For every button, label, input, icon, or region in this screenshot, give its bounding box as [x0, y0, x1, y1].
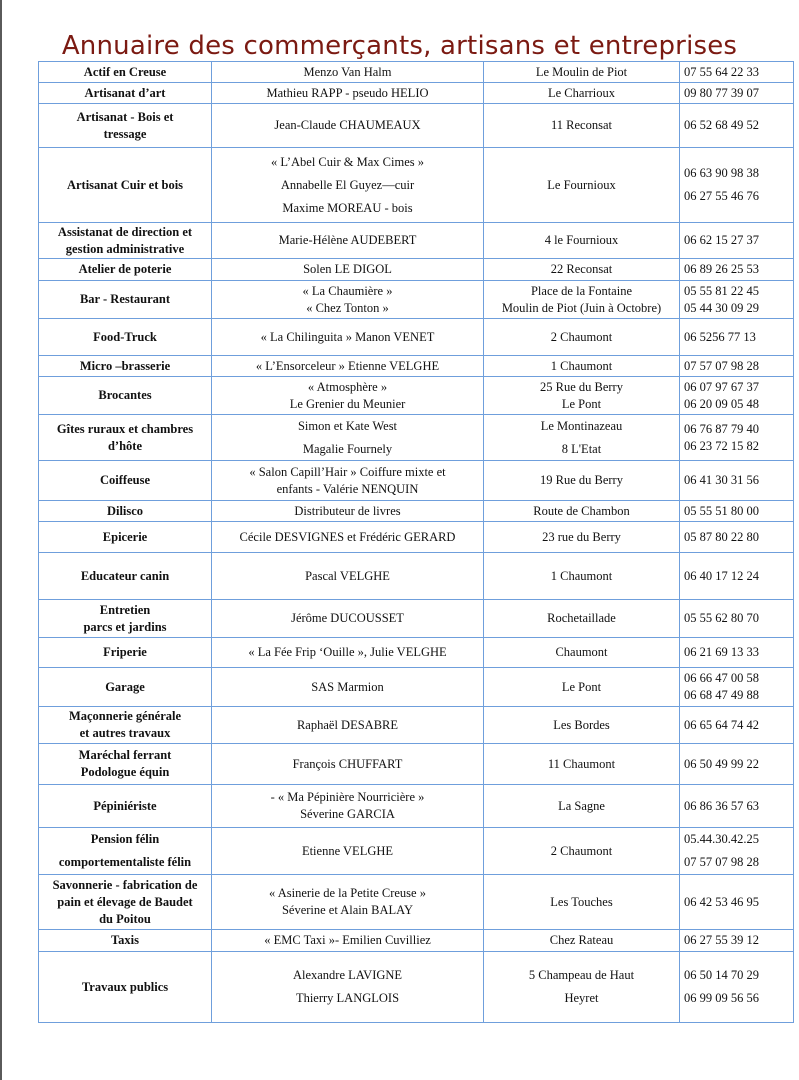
name-text: « L’Ensorceleur » Etienne VELGHE	[255, 358, 440, 373]
place-text: Le Pont	[561, 679, 602, 694]
phone-text: 09 80 77 39 07	[684, 85, 759, 100]
table-row	[39, 223, 794, 259]
category-text: Podologue équin	[80, 765, 170, 779]
table-row	[39, 148, 794, 223]
place-cell	[484, 828, 680, 875]
phone-cell	[680, 319, 794, 356]
place-text: Le Charrioux	[548, 85, 615, 100]
category-text: et autres travaux	[79, 726, 171, 740]
category-cell	[39, 930, 212, 952]
name-text: Séverine GARCIA	[300, 807, 395, 821]
name-text: Distributeur de livres	[294, 503, 401, 518]
category-cell	[39, 83, 212, 104]
category-text: Artisanat d’art	[84, 85, 166, 100]
place-cell	[484, 259, 680, 281]
name-text: « Atmosphère »	[307, 379, 388, 394]
place-cell	[484, 104, 680, 148]
place-cell	[484, 148, 680, 223]
phone-text: 06 21 69 13 33	[684, 645, 759, 659]
category-text: Garage	[105, 679, 145, 694]
name-cell	[212, 377, 484, 415]
phone-text: 06 27 55 46 76	[684, 189, 759, 203]
category-text: Artisanat Cuir et bois	[66, 177, 184, 192]
phone-text: 06 41 30 31 56	[684, 473, 759, 487]
phone-text: 07 57 07 98 28	[684, 358, 759, 373]
phone-cell	[680, 415, 794, 461]
place-cell	[484, 638, 680, 668]
name-cell	[212, 356, 484, 377]
name-text: Marie-Hélène AUDEBERT	[278, 233, 417, 247]
category-cell	[39, 415, 212, 461]
place-text: 11 Reconsat	[551, 118, 612, 132]
phone-text: 07 55 64 22 33	[684, 64, 759, 79]
phone-text: 06 76 87 79 40	[684, 421, 759, 436]
phone-cell	[680, 930, 794, 952]
name-text: « Salon Capill’Hair » Coiffure mixte et	[249, 464, 446, 479]
category-text: Food-Truck	[93, 329, 157, 344]
place-cell	[484, 83, 680, 104]
category-text: Taxis	[110, 933, 140, 947]
phone-cell	[680, 148, 794, 223]
place-text: Moulin de Piot (Juin à Octobre)	[501, 300, 662, 315]
page-left-edge	[0, 0, 2, 1080]
place-text: Le Montinazeau	[540, 418, 623, 433]
name-cell	[212, 600, 484, 638]
phone-cell	[680, 501, 794, 522]
table-row	[39, 377, 794, 415]
phone-cell	[680, 952, 794, 1023]
category-cell	[39, 553, 212, 600]
name-cell	[212, 875, 484, 930]
table-row	[39, 638, 794, 668]
place-cell	[484, 501, 680, 522]
place-text: 11 Chaumont	[547, 756, 616, 771]
table-row	[39, 875, 794, 930]
name-cell	[212, 259, 484, 281]
category-text: Maréchal ferrant	[78, 748, 172, 762]
name-cell	[212, 148, 484, 223]
phone-cell	[680, 668, 794, 707]
category-cell	[39, 875, 212, 930]
name-text: « La Chaumière »	[302, 283, 393, 298]
category-text: pain et élevage de Baudet	[57, 894, 193, 909]
directory-table-body	[39, 62, 794, 1023]
phone-text: 05 87 80 22 80	[684, 529, 759, 544]
name-cell	[212, 522, 484, 553]
category-text: Friperie	[103, 645, 147, 659]
name-cell	[212, 744, 484, 785]
place-text: 2 Chaumont	[550, 329, 613, 344]
category-text: Atelier de poterie	[78, 262, 172, 276]
place-cell	[484, 281, 680, 319]
category-text: tressage	[103, 126, 147, 141]
name-cell	[212, 415, 484, 461]
name-cell	[212, 828, 484, 875]
name-text: « EMC Taxi »- Emilien Cuvilliez	[264, 933, 431, 947]
category-text: gestion administrative	[65, 241, 185, 256]
phone-text: 06 68 47 49 88	[684, 688, 759, 702]
place-text: 5 Champeau de Haut	[528, 968, 635, 982]
category-text: Epicerie	[102, 529, 148, 544]
category-cell	[39, 600, 212, 638]
category-text: Micro –brasserie	[79, 358, 171, 373]
phone-cell	[680, 785, 794, 828]
name-cell	[212, 638, 484, 668]
place-text: 1 Chaumont	[550, 358, 613, 373]
category-text: comportementaliste félin	[58, 855, 192, 869]
phone-cell	[680, 600, 794, 638]
category-text: Assistanat de direction et	[57, 224, 193, 239]
table-row	[39, 668, 794, 707]
name-text: « La Chilinguita » Manon VENET	[260, 329, 435, 344]
category-cell	[39, 62, 212, 83]
phone-text: 06 66 47 00 58	[684, 671, 759, 685]
category-cell	[39, 223, 212, 259]
name-text: François CHUFFART	[292, 756, 403, 771]
place-text: La Sagne	[558, 798, 605, 813]
table-row	[39, 785, 794, 828]
name-cell	[212, 62, 484, 83]
place-cell	[484, 707, 680, 744]
category-cell	[39, 281, 212, 319]
place-text: Le Fournioux	[547, 177, 616, 192]
category-cell	[39, 638, 212, 668]
place-text: Heyret	[564, 991, 599, 1005]
phone-cell	[680, 828, 794, 875]
name-cell	[212, 952, 484, 1023]
name-cell	[212, 501, 484, 522]
name-text: Cécile DESVIGNES et Frédéric GERARD	[239, 529, 456, 544]
category-text: Dilisco	[106, 503, 144, 518]
name-text: Etienne VELGHE	[301, 843, 394, 858]
name-text: Thierry LANGLOIS	[295, 991, 400, 1005]
name-text: Le Grenier du Meunier	[289, 396, 406, 411]
place-cell	[484, 62, 680, 83]
phone-text: 06 23 72 15 82	[684, 438, 759, 453]
phone-cell	[680, 744, 794, 785]
place-cell	[484, 415, 680, 461]
phone-cell	[680, 356, 794, 377]
phone-text: 06 27 55 39 12	[684, 933, 759, 947]
category-text: Savonnerie - fabrication de	[52, 877, 198, 892]
name-text: Mathieu RAPP - pseudo HELIO	[266, 85, 429, 100]
phone-text: 06 99 09 56 56	[684, 991, 759, 1005]
category-cell	[39, 319, 212, 356]
place-text: 22 Reconsat	[550, 262, 613, 276]
category-cell	[39, 104, 212, 148]
phone-text: 06 07 97 67 37	[684, 379, 759, 394]
name-text: Séverine et Alain BALAY	[281, 903, 414, 917]
category-text: Travaux publics	[81, 979, 169, 994]
place-text: Les Bordes	[553, 717, 610, 732]
phone-text: 06 86 36 57 63	[684, 798, 759, 813]
phone-cell	[680, 707, 794, 744]
table-row	[39, 600, 794, 638]
category-text: Gîtes ruraux et chambres	[56, 421, 194, 436]
phone-text: 05 55 62 80 70	[684, 611, 759, 625]
table-row	[39, 104, 794, 148]
category-cell	[39, 744, 212, 785]
category-text: Brocantes	[98, 388, 152, 402]
phone-cell	[680, 104, 794, 148]
name-text: « Chez Tonton »	[306, 300, 389, 315]
category-cell	[39, 785, 212, 828]
phone-text: 06 65 64 74 42	[684, 717, 759, 732]
phone-text: 07 57 07 98 28	[684, 855, 759, 869]
name-text: Magalie Fournely	[302, 441, 393, 456]
category-cell	[39, 952, 212, 1023]
table-row	[39, 461, 794, 501]
name-text: Jérôme DUCOUSSET	[291, 611, 404, 625]
category-cell	[39, 522, 212, 553]
category-text: Artisanat - Bois et	[76, 109, 174, 124]
category-cell	[39, 707, 212, 744]
phone-text: 06 52 68 49 52	[684, 118, 759, 132]
table-row	[39, 930, 794, 952]
name-cell	[212, 668, 484, 707]
category-text: d’hôte	[107, 438, 143, 453]
phone-cell	[680, 223, 794, 259]
place-text: Rochetaillade	[547, 611, 616, 625]
place-cell	[484, 461, 680, 501]
place-text: Le Moulin de Piot	[535, 64, 628, 79]
table-row	[39, 744, 794, 785]
page-title: Annuaire des commerçants, artisans et entreprises	[61, 31, 738, 62]
phone-cell	[680, 638, 794, 668]
category-cell	[39, 356, 212, 377]
place-text: Chaumont	[555, 645, 608, 659]
table-row	[39, 522, 794, 553]
phone-cell	[680, 461, 794, 501]
place-cell	[484, 377, 680, 415]
place-cell	[484, 930, 680, 952]
place-cell	[484, 785, 680, 828]
category-text: parcs et jardins	[83, 619, 167, 634]
phone-text: 06 20 09 05 48	[684, 396, 759, 411]
name-cell	[212, 461, 484, 501]
place-cell	[484, 553, 680, 600]
phone-text: 06 62 15 27 37	[684, 233, 759, 247]
name-text: Raphaël DESABRE	[296, 717, 399, 732]
table-row	[39, 259, 794, 281]
place-cell	[484, 875, 680, 930]
category-cell	[39, 501, 212, 522]
name-text: SAS Marmion	[311, 679, 384, 694]
name-text: Jean-Claude CHAUMEAUX	[274, 118, 421, 132]
phone-text: 06 5256 77 13	[684, 329, 756, 344]
phone-cell	[680, 83, 794, 104]
category-text: du Poitou	[99, 911, 151, 926]
phone-cell	[680, 875, 794, 930]
name-cell	[212, 83, 484, 104]
place-text: 8 L'Etat	[561, 441, 602, 456]
name-cell	[212, 104, 484, 148]
place-cell	[484, 356, 680, 377]
name-cell	[212, 553, 484, 600]
place-text: Chez Rateau	[549, 933, 614, 947]
name-cell	[212, 319, 484, 356]
category-text: Pépiniériste	[93, 798, 157, 813]
category-cell	[39, 461, 212, 501]
name-cell	[212, 707, 484, 744]
place-cell	[484, 668, 680, 707]
name-text: « Asinerie de la Petite Creuse »	[269, 886, 426, 900]
category-text: Educateur canin	[80, 568, 170, 583]
place-text: 25 Rue du Berry	[540, 379, 623, 394]
place-text: Le Pont	[561, 396, 602, 411]
phone-text: 06 63 90 98 38	[684, 166, 759, 180]
place-text: Les Touches	[550, 894, 613, 909]
table-row	[39, 415, 794, 461]
name-text: Alexandre LAVIGNE	[292, 968, 403, 982]
phone-cell	[680, 522, 794, 553]
place-text: 2 Chaumont	[550, 843, 613, 858]
category-text: Bar - Restaurant	[79, 292, 171, 306]
place-text: Route de Chambon	[533, 503, 630, 518]
phone-text: 05 55 81 22 45	[684, 283, 759, 298]
table-row	[39, 707, 794, 744]
phone-text: 06 42 53 46 95	[684, 894, 759, 909]
name-text: Annabelle El Guyez—cuir	[280, 177, 415, 192]
name-cell	[212, 281, 484, 319]
category-cell	[39, 828, 212, 875]
place-text: 19 Rue du Berry	[540, 473, 623, 487]
name-cell	[212, 785, 484, 828]
phone-text: 06 40 17 12 24	[684, 568, 759, 583]
phone-text: 05 55 51 80 00	[684, 503, 759, 518]
name-text: Menzo Van Halm	[303, 64, 392, 79]
place-text: 23 rue du Berry	[542, 529, 621, 544]
place-text: 4 le Fournioux	[544, 233, 619, 247]
name-text: Maxime MOREAU - bois	[282, 200, 413, 215]
category-cell	[39, 259, 212, 281]
name-cell	[212, 930, 484, 952]
place-text: Place de la Fontaine	[530, 283, 632, 298]
place-cell	[484, 952, 680, 1023]
category-cell	[39, 668, 212, 707]
name-text: « L’Abel Cuir & Max Cimes »	[270, 154, 424, 169]
category-cell	[39, 148, 212, 223]
name-text: Simon et Kate West	[297, 418, 398, 433]
place-cell	[484, 522, 680, 553]
category-cell	[39, 377, 212, 415]
name-text: enfants - Valérie NENQUIN	[276, 481, 419, 496]
table-row	[39, 319, 794, 356]
phone-cell	[680, 377, 794, 415]
name-text: Solen LE DIGOL	[303, 262, 392, 276]
table-row	[39, 501, 794, 522]
table-row	[39, 356, 794, 377]
phone-cell	[680, 62, 794, 83]
category-text: Maçonnerie générale	[68, 709, 182, 723]
category-text: Coiffeuse	[100, 473, 150, 487]
place-cell	[484, 600, 680, 638]
table-row	[39, 952, 794, 1023]
phone-text: 05.44.30.42.25	[684, 832, 759, 846]
category-text: Entretien	[99, 602, 151, 617]
name-text: - « Ma Pépinière Nourricière »	[270, 790, 425, 804]
name-cell	[212, 223, 484, 259]
category-text: Pension félin	[90, 832, 160, 846]
table-row	[39, 281, 794, 319]
phone-text: 06 50 14 70 29	[684, 968, 759, 982]
table-row	[39, 83, 794, 104]
category-text: Actif en Creuse	[83, 64, 167, 79]
phone-cell	[680, 281, 794, 319]
table-row	[39, 62, 794, 83]
name-text: « La Fée Frip ‘Ouille », Julie VELGHE	[248, 645, 447, 659]
place-text: 1 Chaumont	[550, 568, 613, 583]
place-cell	[484, 319, 680, 356]
phone-text: 06 50 49 99 22	[684, 756, 759, 771]
directory-table	[38, 61, 794, 1023]
phone-cell	[680, 553, 794, 600]
place-cell	[484, 744, 680, 785]
phone-text: 05 44 30 09 29	[684, 300, 759, 315]
phone-cell	[680, 259, 794, 281]
place-cell	[484, 223, 680, 259]
table-row	[39, 828, 794, 875]
phone-text: 06 89 26 25 53	[684, 262, 759, 276]
table-row	[39, 553, 794, 600]
name-text: Pascal VELGHE	[305, 568, 390, 583]
